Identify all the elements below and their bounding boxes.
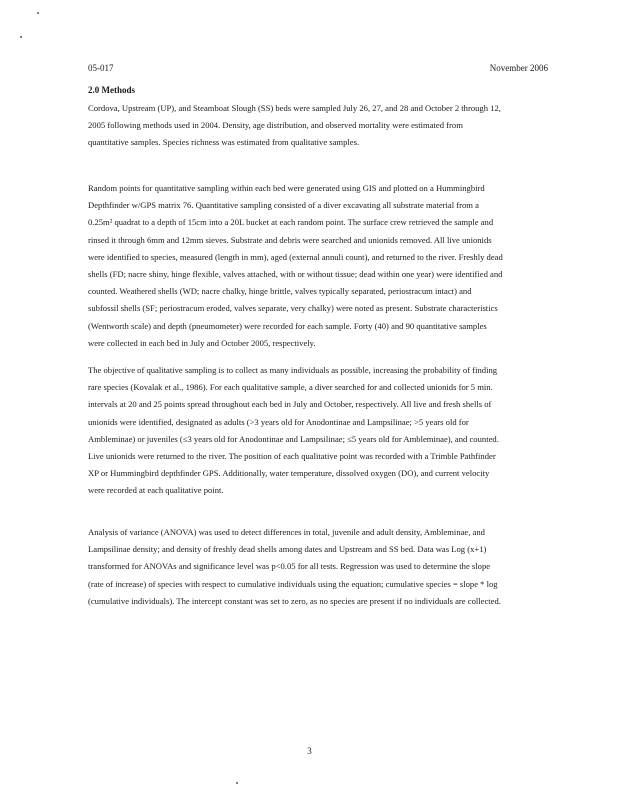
text-line: Live unionids were returned to the river. The position of each qualitative point was recorded with a Trimble Pathfinder — [88, 451, 496, 462]
text-line: were recorded at each qualitative point. — [88, 485, 224, 496]
document-id: 05-017 — [88, 63, 114, 73]
text-line: quantitative samples. Species richness was estimated from qualitative samples. — [88, 137, 360, 148]
scan-speck — [20, 36, 22, 38]
text-line: (rate of increase) of species with respect to cumulative individuals using the equation; cumulative species = slope * log — [88, 578, 498, 589]
text-line: intervals at 20 and 25 points spread throughout each bed in July and October, respectively. All live and fresh shells of — [88, 399, 492, 410]
text-line: 2005 following methods used in 2004. Density, age distribution, and observed mortality were estimated from — [88, 120, 463, 131]
text-line: (cumulative individuals). The intercept constant was set to zero, as no species are present if no individuals are collected. — [88, 595, 501, 606]
paragraph-quantitative-sampling — [88, 180, 550, 352]
text-line: XP or Hummingbird depthfinder GPS. Additionally, water temperature, dissolved oxygen (DO), and current velocity — [88, 468, 490, 479]
text-line: Depthfinder w/GPS matrix 76. Quantitative sampling consisted of a diver excavating all substrate material from a — [88, 200, 479, 211]
text-line: (Wentworth scale) and depth (pneumometer) were recorded for each sample. Forty (40) and 90 quantitative samples — [88, 320, 487, 331]
text-line: Random points for quantitative sampling within each bed were generated using GIS and plotted on a Hummingbird — [88, 183, 485, 193]
text-line: Lampsilinae density; and density of freshly dead shells among dates and Upstream and SS bed. Data was Log (x+1) — [88, 544, 487, 555]
scan-speck — [37, 12, 39, 14]
text-line: Cordova, Upstream (UP), and Steamboat Slough (SS) beds were sampled July 26, 27, and 28 and October 2 through 12, — [88, 103, 501, 113]
section-heading: 2.0 Methods — [88, 85, 135, 95]
paragraph-sampling-overview — [88, 100, 550, 152]
text-line: Ambleminae) or juveniles (≤3 years old for Anodontinae and Lampsilinae; ≤5 years old for Ambleminae), and counted. — [88, 433, 499, 444]
scan-speck — [236, 782, 238, 784]
text-line: transformed for ANOVAs and significance level was p<0.05 for all tests. Regression was used to determine the slope — [88, 561, 491, 572]
page-header — [88, 63, 548, 74]
text-line: rinsed it through 6mm and 12mm sieves. Substrate and debris were searched and unionids removed. All live unionids — [88, 234, 492, 245]
page-number: 3 — [307, 746, 312, 756]
text-line: counted. Weathered shells (WD; nacre chalky, hinge brittle, valves typically separated, periostracum intact) and — [88, 286, 472, 297]
text-line: subfossil shells (SF; periostracum eroded, valves separate, very chalky) were noted as present. Substrate characteristics — [88, 303, 498, 314]
text-line: were identified to species, measured (length in mm), aged (external annuli count), and returned to the river. Freshly dead — [88, 251, 503, 262]
text-line: The objective of qualitative sampling is to collect as many individuals as possible, increasing the probability of finding — [88, 365, 498, 375]
text-line: rare species (Kovalak et al., 1986). For each qualitative sample, a diver searched for and collected unionids for 5 min. — [88, 382, 493, 393]
paragraph-statistical-analysis — [88, 524, 550, 610]
document-date: November 2006 — [489, 63, 548, 73]
text-line: shells (FD; nacre shiny, hinge flexible, valves attached, with or without tissue; dead within one year) were identified and — [88, 269, 503, 280]
paragraph-qualitative-sampling — [88, 362, 550, 500]
text-line: 0.25m² quadrat to a depth of 15cm into a 20L bucket at each random point. The surface crew retrieved the sample and — [88, 217, 494, 228]
text-line: Analysis of variance (ANOVA) was used to detect differences in total, juvenile and adult density, Ambleminae, and — [88, 527, 485, 537]
text-line: were collected in each bed in July and October 2005, respectively. — [88, 337, 316, 348]
text-line: unionids were identified, designated as adults (>3 years old for Anodontinae and Lampsilinae; >5 years old for — [88, 416, 469, 427]
